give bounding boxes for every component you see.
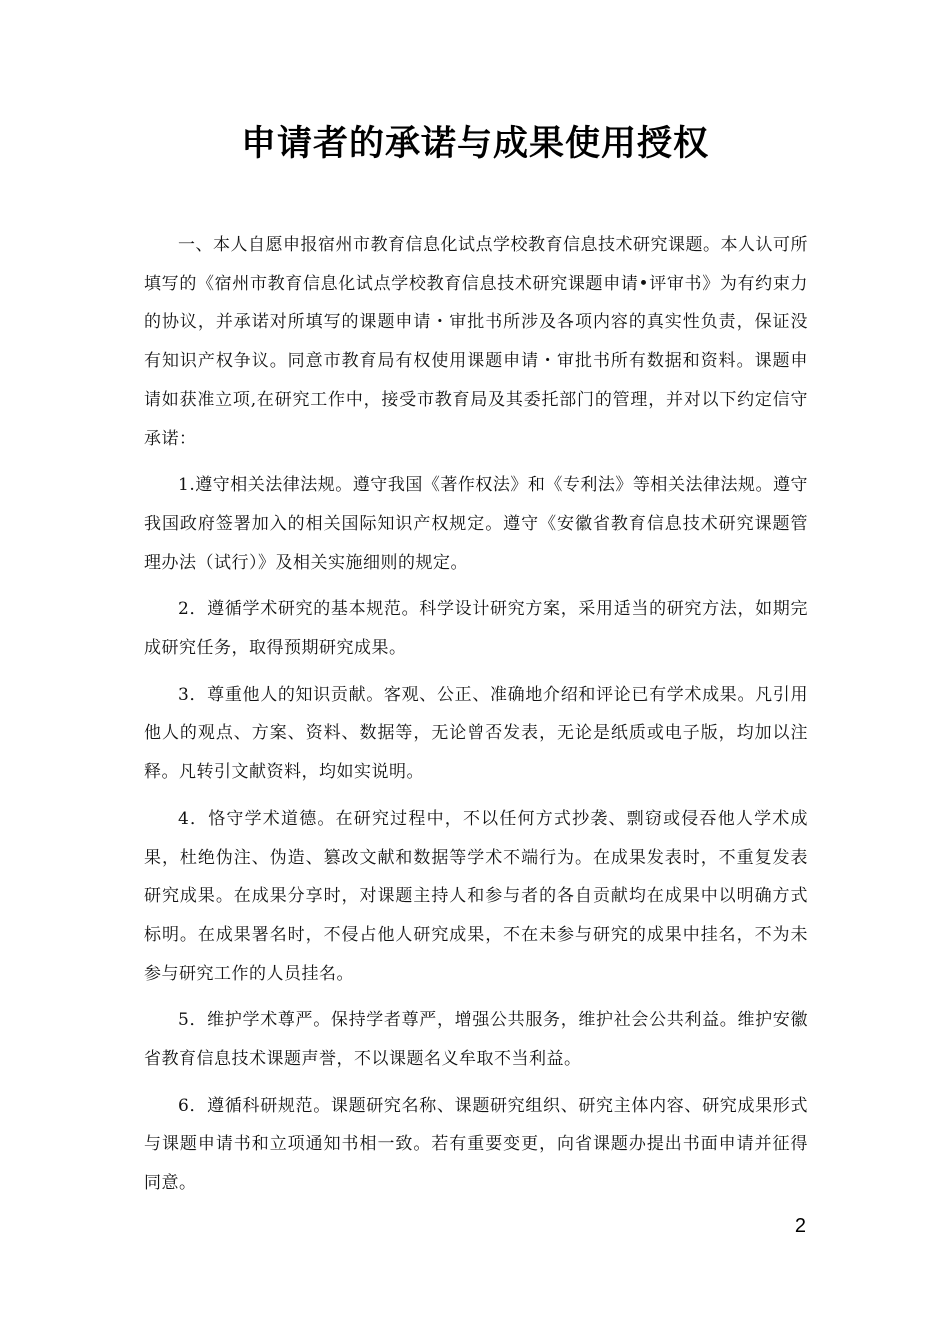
paragraph-item-4: 4．恪守学术道德。在研究过程中，不以任何方式抄袭、剽窃或侵吞他人学术成果，杜绝伪注、伪造、篡改文献和数据等学术不端行为。在成果发表时，不重复发表研究成果。在成果分享时，对课题主持人和参与者的各自贡献均在成果中以明确方式标明。在成果署名时，不侵占他人研究成果，不在未参与研究的成果中挂名，不为未参与研究工作的人员挂名。 (144, 808, 808, 984)
paragraph-intro: 一、本人自愿申报宿州市教育信息化试点学校教育信息技术研究课题。本人认可所填写的《宿州市教育信息化试点学校教育信息技术研究课题申请•评审书》为有约束力的协议，并承诺对所填写的课题申请・审批书所涉及各项内容的真实性负责，保证没有知识产权争议。同意市教育局有权使用课题申请・审批书所有数据和资料。课题申请如获准立项,在研究工作中，接受市教育局及其委托部门的管理，并对以下约定信守承诺： (144, 235, 808, 449)
document-body (144, 226, 808, 1203)
paragraph-item-5: 5．维护学术尊严。保持学者尊严，增强公共服务，维护社会公共利益。维护安徽省教育信息技术课题声誉，不以课题名义牟取不当利益。 (144, 1010, 808, 1070)
paragraph-item-6: 6．遵循科研规范。课题研究名称、课题研究组织、研究主体内容、研究成果形式与课题申请书和立项通知书相一致。若有重要变更，向省课题办提出书面申请并征得同意。 (144, 1095, 808, 1194)
paragraph-item-2: 2．遵循学术研究的基本规范。科学设计研究方案，采用适当的研究方法，如期完成研究任务，取得预期研究成果。 (144, 599, 808, 659)
paragraph-item-3: 3．尊重他人的知识贡献。客观、公正、准确地介绍和评论已有学术成果。凡引用他人的观点、方案、资料、数据等，无论曾否发表，无论是纸质或电子版，均加以注释。凡转引文献资料，均如实说明。 (144, 684, 808, 783)
page-title: 申请者的承诺与成果使用授权 (240, 123, 709, 164)
page-number: 2 (794, 1215, 806, 1237)
paragraph-item-1: 1.遵守相关法律法规。遵守我国《著作权法》和《专利法》等相关法律法规。遵守我国政府签署加入的相关国际知识产权规定。遵守《安徽省教育信息技术研究课题管理办法（试行）》及相关实施细则的规定。 (144, 475, 808, 573)
